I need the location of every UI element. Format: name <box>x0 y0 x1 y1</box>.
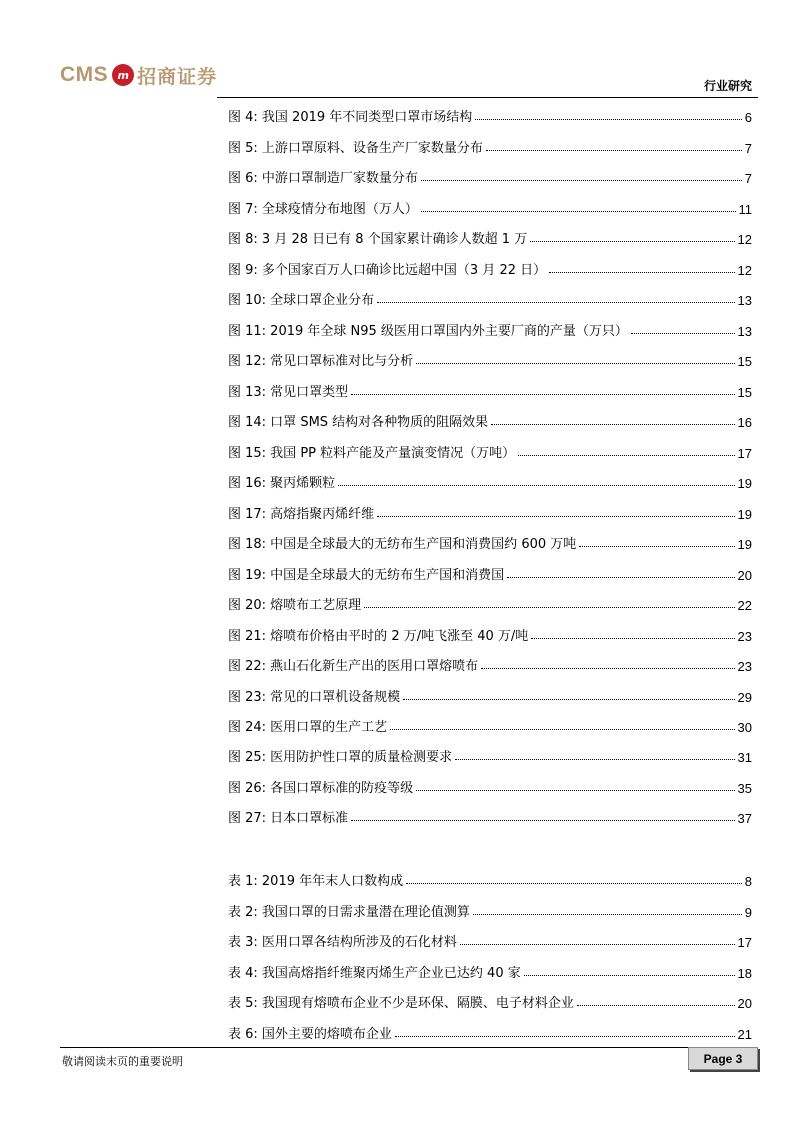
page-number-badge: Page 3 <box>688 1047 758 1070</box>
toc-entry-label: 图 9: 多个国家百万人口确诊比远超中国（3 月 22 日） <box>228 262 547 278</box>
table-toc-entry[interactable] <box>228 929 752 950</box>
toc-entry-page: 12 <box>737 262 752 278</box>
table-list <box>228 868 752 1051</box>
figure-toc-entry[interactable] <box>228 622 752 643</box>
toc-entry-page: 12 <box>737 232 752 248</box>
toc-entry-label: 图 25: 医用防护性口罩的质量检测要求 <box>228 750 453 766</box>
figure-toc-entry[interactable] <box>228 500 752 521</box>
dot-leader <box>338 485 734 486</box>
dot-leader <box>475 119 742 120</box>
toc-entry-page: 8 <box>744 874 752 890</box>
toc-entry-page: 7 <box>744 171 752 187</box>
table-toc-entry[interactable] <box>228 990 752 1011</box>
toc-entry-label: 表 5: 我国现有熔喷布企业不少是环保、隔膜、电子材料企业 <box>228 996 574 1012</box>
logo-cms-text: CMS <box>60 63 109 86</box>
header-divider <box>217 97 758 98</box>
figure-toc-entry[interactable] <box>228 775 752 796</box>
toc-entry-label: 图 19: 中国是全球最大的无纺布生产国和消费国 <box>228 567 505 583</box>
toc-entry-page: 23 <box>737 628 752 644</box>
figure-toc-entry[interactable] <box>228 195 752 216</box>
toc-entry-page: 15 <box>737 354 752 370</box>
figure-toc-entry[interactable] <box>228 104 752 125</box>
toc-entry-page: 20 <box>737 567 752 583</box>
dot-leader <box>486 150 742 151</box>
figure-toc-entry[interactable] <box>228 592 752 613</box>
figure-toc-entry[interactable] <box>228 744 752 765</box>
toc-entry-label: 图 5: 上游口罩原料、设备生产厂家数量分布 <box>228 140 483 156</box>
toc-entry-page: 30 <box>737 719 752 735</box>
figure-list <box>228 104 752 836</box>
dot-leader <box>579 546 734 547</box>
toc-entry-page: 6 <box>744 110 752 126</box>
toc-entry-label: 图 24: 医用口罩的生产工艺 <box>228 719 388 735</box>
dot-leader <box>491 424 734 425</box>
toc-entry-page: 17 <box>737 935 752 951</box>
logo-chinese-text: 招商证券 <box>137 65 218 88</box>
toc-entry-label: 表 1: 2019 年年末人口数构成 <box>228 874 404 890</box>
page-header <box>60 60 758 98</box>
figure-toc-entry[interactable] <box>228 805 752 826</box>
toc-entry-label: 图 6: 中游口罩制造厂家数量分布 <box>228 171 418 187</box>
dot-leader <box>531 638 734 639</box>
dot-leader <box>416 363 734 364</box>
dot-leader <box>549 272 734 273</box>
figure-toc-entry[interactable] <box>228 287 752 308</box>
toc-entry-label: 图 16: 聚丙烯颗粒 <box>228 476 336 492</box>
toc-entry-label: 图 10: 全球口罩企业分布 <box>228 293 375 309</box>
toc-entry-page: 21 <box>737 1026 752 1042</box>
toc-entry-label: 图 20: 熔喷布工艺原理 <box>228 598 362 614</box>
toc-entry-page: 37 <box>737 811 752 827</box>
figure-toc-entry[interactable] <box>228 226 752 247</box>
figure-toc-entry[interactable] <box>228 653 752 674</box>
toc-entry-page: 31 <box>737 750 752 766</box>
toc-entry-page: 7 <box>744 140 752 156</box>
toc-entry-page: 13 <box>737 323 752 339</box>
dot-leader <box>460 944 735 945</box>
toc-entry-page: 11 <box>738 201 752 217</box>
footer-divider <box>60 1047 758 1048</box>
table-toc-entry[interactable] <box>228 959 752 980</box>
figure-toc-entry[interactable] <box>228 470 752 491</box>
toc-entry-label: 图 21: 熔喷布价格由平时的 2 万/吨飞涨至 40 万/吨 <box>228 628 529 644</box>
toc-entry-label: 图 14: 口罩 SMS 结构对各种物质的阻隔效果 <box>228 415 489 431</box>
document-type: 行业研究 <box>703 79 752 93</box>
dot-leader <box>421 180 742 181</box>
figure-toc-entry[interactable] <box>228 165 752 186</box>
figure-toc-entry[interactable] <box>228 561 752 582</box>
toc-entry-label: 图 23: 常见的口罩机设备规模 <box>228 689 401 705</box>
table-toc-entry[interactable] <box>228 898 752 919</box>
footer-disclaimer: 敬请阅读末页的重要说明 <box>62 1055 183 1068</box>
dot-leader <box>530 241 734 242</box>
toc-entry-page: 18 <box>737 965 752 981</box>
toc-entry-page: 19 <box>737 476 752 492</box>
toc-entry-label: 表 2: 我国口罩的日需求量潜在理论值测算 <box>228 904 470 920</box>
dot-leader <box>377 302 734 303</box>
figure-toc-entry[interactable] <box>228 714 752 735</box>
dot-leader <box>406 883 742 884</box>
toc-entry-label: 图 4: 我国 2019 年不同类型口罩市场结构 <box>228 110 473 126</box>
figure-toc-entry[interactable] <box>228 531 752 552</box>
figure-toc-entry[interactable] <box>228 439 752 460</box>
toc-entry-label: 图 27: 日本口罩标准 <box>228 811 349 827</box>
dot-leader <box>416 790 734 791</box>
toc-entry-label: 图 8: 3 月 28 日已有 8 个国家累计确诊人数超 1 万 <box>228 232 528 248</box>
figure-toc-entry[interactable] <box>228 317 752 338</box>
dot-leader <box>631 333 735 334</box>
dot-leader <box>421 211 736 212</box>
toc-entry-label: 图 7: 全球疫情分布地图（万人） <box>228 201 418 217</box>
dot-leader <box>351 394 734 395</box>
dot-leader <box>390 729 734 730</box>
toc-entry-label: 图 17: 高熔指聚丙烯纤维 <box>228 506 375 522</box>
toc-entry-label: 表 3: 医用口罩各结构所涉及的石化材料 <box>228 935 457 951</box>
figure-toc-entry[interactable] <box>228 348 752 369</box>
table-toc-entry[interactable] <box>228 1020 752 1041</box>
toc-entry-label: 图 11: 2019 年全球 N95 级医用口罩国内外主要厂商的产量（万只） <box>228 323 628 339</box>
toc-entry-page: 19 <box>737 537 752 553</box>
toc-entry-page: 9 <box>744 904 752 920</box>
dot-leader <box>524 975 735 976</box>
dot-leader <box>377 516 734 517</box>
toc-entry-label: 图 15: 我国 PP 粒料产能及产量演变情况（万吨） <box>228 445 516 461</box>
logo-mark-icon: m <box>112 64 134 86</box>
dot-leader <box>403 699 734 700</box>
figure-toc-entry[interactable] <box>228 683 752 704</box>
table-toc-entry[interactable] <box>228 868 752 889</box>
toc-entry-page: 17 <box>737 445 752 461</box>
dot-leader <box>364 607 734 608</box>
dot-leader <box>577 1005 735 1006</box>
dot-leader <box>507 577 734 578</box>
dot-leader <box>473 914 742 915</box>
dot-leader <box>351 820 734 821</box>
company-logo <box>60 60 217 90</box>
figure-toc-entry[interactable] <box>228 409 752 430</box>
toc-entry-page: 29 <box>737 689 752 705</box>
dot-leader <box>518 455 734 456</box>
figure-toc-entry[interactable] <box>228 378 752 399</box>
toc-entry-page: 19 <box>737 506 752 522</box>
toc-entry-page: 22 <box>737 598 752 614</box>
toc-entry-page: 20 <box>737 996 752 1012</box>
toc-entry-page: 13 <box>737 293 752 309</box>
toc-entry-page: 15 <box>737 384 752 400</box>
figure-toc-entry[interactable] <box>228 134 752 155</box>
figure-toc-entry[interactable] <box>228 256 752 277</box>
toc-entry-label: 图 18: 中国是全球最大的无纺布生产国和消费国约 600 万吨 <box>228 537 577 553</box>
toc-entry-label: 图 22: 燕山石化新生产出的医用口罩熔喷布 <box>228 659 479 675</box>
toc-entry-page: 35 <box>737 780 752 796</box>
toc-entry-page: 16 <box>737 415 752 431</box>
dot-leader <box>481 668 734 669</box>
toc-entry-label: 表 6: 国外主要的熔喷布企业 <box>228 1026 392 1042</box>
toc-entry-label: 表 4: 我国高熔指纤维聚丙烯生产企业已达约 40 家 <box>228 965 521 981</box>
toc-entry-label: 图 26: 各国口罩标准的防疫等级 <box>228 780 414 796</box>
toc-entry-page: 23 <box>737 659 752 675</box>
toc-entry-label: 图 12: 常见口罩标准对比与分析 <box>228 354 414 370</box>
dot-leader <box>395 1036 735 1037</box>
dot-leader <box>455 759 734 760</box>
toc-entry-label: 图 13: 常见口罩类型 <box>228 384 349 400</box>
